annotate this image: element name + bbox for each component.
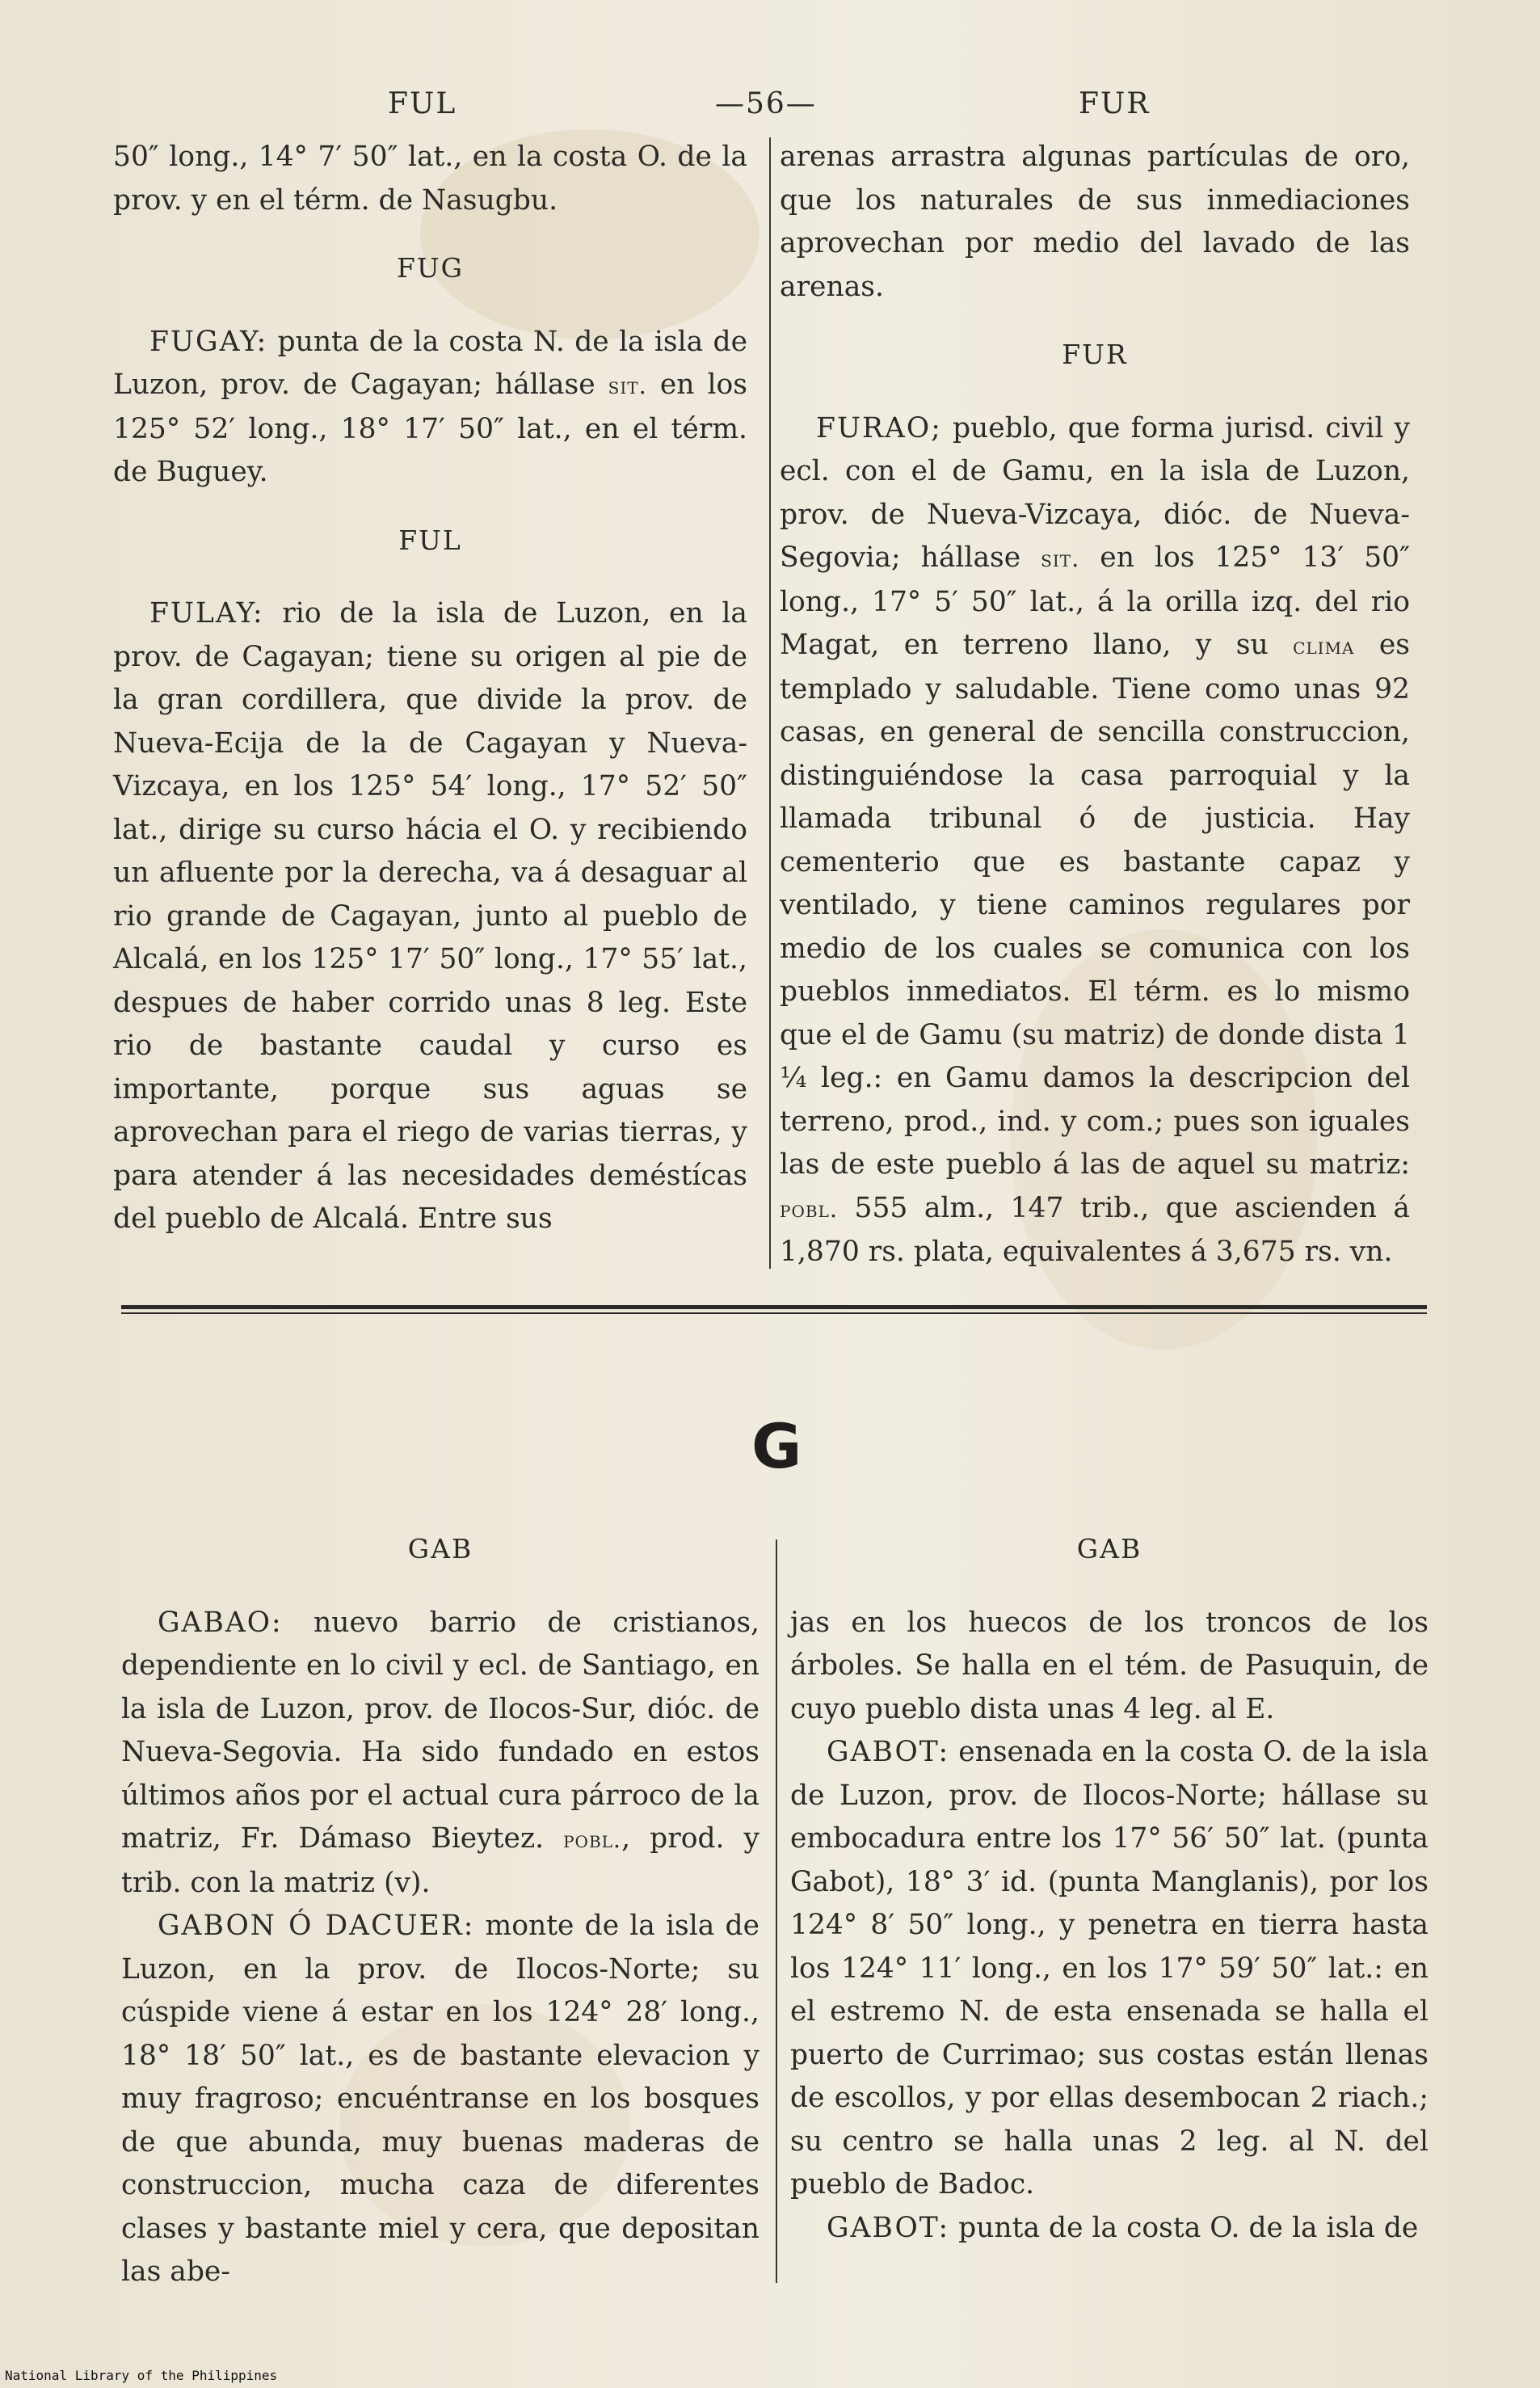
entry-headword: GABOT: [827, 2211, 950, 2244]
continuation-text: arenas arrastra algunas partículas de oro, que los naturales de sus inmediaciones aprovechan por medio del lavado de las arenas. [780, 141, 1410, 303]
section-heading: FUR [1062, 339, 1128, 370]
entry-text: 555 alm., 147 trib., que ascienden á 1,870 rs. plata, equivalentes á 3,675 rs. vn. [780, 1191, 1410, 1268]
entry-text: en los 125° 13′ 50″ long., 17° 5′ 50″ lat., á la orilla izq. del rio Magat, en terreno llano, y su [780, 541, 1410, 661]
section-rule-thick [121, 1305, 1427, 1309]
entry-gabao [121, 1602, 759, 1906]
entry-text: monte de la isla de Luzon, en la prov. de Ilocos-Norte; su cúspide viene á estar en los 124° 28′ long., 18° 18′ 50″ lat., es de bastante elevacion y muy fragroso; encuéntranse en los bosques de que abunda, muy buenas maderas de construccion, mucha caza de diferentes clases y bastante miel y cera, que depositan las abe- [121, 1910, 759, 2288]
entry-fulay [113, 592, 747, 1241]
running-head-right: FUR [1079, 87, 1151, 120]
column-divider [769, 137, 771, 1269]
continuation-text: jas en los huecos de los troncos de los árboles. Se halla en el tém. de Pasuquin, de cuyo pueblo dista unas 4 leg. al E. [790, 1606, 1428, 1725]
entry-gabon [121, 1905, 759, 2294]
abbrev-clima: clima [1293, 632, 1355, 659]
entry-furao [780, 407, 1410, 1274]
entry-text: , prod. y trib. con la matriz (v). [121, 1822, 759, 1899]
entry-text: rio de la isla de Luzon, en la prov. de Cagayan; tiene su origen al pie de la gran cordillera, que divide la prov. de Nueva-Ecija de la de Cagayan y Nueva-Vizcaya, en los 125° 54′ long., 17° 52′ 50″ lat., dirige su curso hácia el O. y recibiendo un afluente por la derecha, va á desaguar al rio grande de Cagayan, junto al pueblo de Alcalá, en los 125° 17′ 50″ long., 17° 55′ lat., despues de haber corrido unas 8 leg. Este rio de bastante caudal y curso es importante, porque sus aguas se aprovechan para el riego de varias tierras, y para atender á las necesidades deméstícas del pueblo de Alcalá. Entre sus [113, 597, 747, 1235]
section-heading: FUG [396, 252, 465, 284]
entry-headword: FUGAY: [149, 325, 268, 358]
library-watermark: National Library of the Philippines [5, 2368, 278, 2383]
column-top-left [113, 136, 747, 1241]
entry-gabot-ensenada [790, 1731, 1428, 2207]
entry-text: es templado y saludable. Tiene como unas 92 casas, en general de sencilla construccion, distinguiéndose la casa parroquial y la llamada tribunal ó de justicia. Hay cementerio que es bastante capaz y ventilado, y tiene caminos regulares por medio de los cuales se comunica con los pueblos inmediatos. El térm. es lo mismo que el de Gamu (su matriz) de donde dista 1 ¼ leg.: en Gamu damos la descripcion del terreno, prod., ind. y com.; pues son iguales las de este pueblo á las de aquel su matriz: [780, 629, 1411, 1181]
entry-headword: GABOT: [827, 1736, 950, 1768]
section-heading: FUL [398, 524, 462, 556]
entry-headword: FURAO; [816, 411, 942, 444]
abbrev-pobl: pobl. [780, 1194, 839, 1223]
column-divider [776, 1539, 777, 2283]
entry-headword: GABON Ó DACUER: [158, 1910, 475, 1942]
section-letter: G [751, 1410, 802, 1482]
section-heading: GAB [1076, 1533, 1142, 1565]
entry-fugay [113, 321, 747, 495]
column-top-right [780, 136, 1410, 1274]
entry-text: punta de la costa O. de la isla de [949, 2211, 1419, 2244]
entry-text: ensenada en la costa O. de la isla de Luzon, prov. de Ilocos-Norte; hállase su embocadura entre los 17° 56′ 50″ lat. (punta Gabot), 18° 3′ id. (punta Manglanis), por los 124° 8′ 50″ long., y penetra en tierra hasta los 124° 11′ long., en los 17° 59′ 50″ lat.: en el estremo N. de esta ensenada se halla el puerto de Currimao; sus costas están llenas de escollos, y por ellas desembocan 2 riach.; su centro se halla unas 2 leg. al N. del pueblo de Badoc. [790, 1736, 1428, 2201]
abbrev-sit: sit. [608, 372, 647, 399]
entry-text: nuevo barrio de cristianos, dependiente en lo civil y ecl. de Santiago, en la isla de Luzon, prov. de Ilocos-Sur, dióc. de Nueva-Segovia. Ha sido fundado en estos últimos años por el actual cura párroco de la matriz, Fr. Dámaso Bieytez. [121, 1606, 759, 1855]
entry-headword: FULAY: [149, 597, 264, 630]
entry-headword: GABAO: [158, 1606, 283, 1639]
entry-text: en los 125° 52′ long., 18° 17′ 50″ lat., en el térm. de Buguey. [113, 369, 747, 488]
entry-gabot-punta [790, 2207, 1428, 2251]
continuation-text: 50″ long., 14° 7′ 50″ lat., en la costa O. de la prov. y en el térm. de Nasugbu. [113, 141, 747, 217]
abbrev-sit: sit. [1041, 545, 1080, 572]
section-rule-thin [121, 1312, 1427, 1314]
page-number: —56— [715, 87, 817, 120]
entry-text: punta de la costa N. de la isla de Luzon, prov. de Cagayan; hállase [113, 325, 747, 401]
section-heading: GAB [407, 1533, 473, 1565]
abbrev-pobl: pobl. [563, 1826, 622, 1853]
entry-text: pueblo, que forma jurisd. civil y ecl. con el de Gamu, en la isla de Luzon, prov. de Nueva-Vizcaya, dióc. de Nueva-Segovia; hállase [780, 411, 1410, 574]
column-bottom-left [121, 1527, 759, 2294]
column-bottom-right [790, 1527, 1428, 2250]
running-head-left: FUL [388, 87, 457, 120]
